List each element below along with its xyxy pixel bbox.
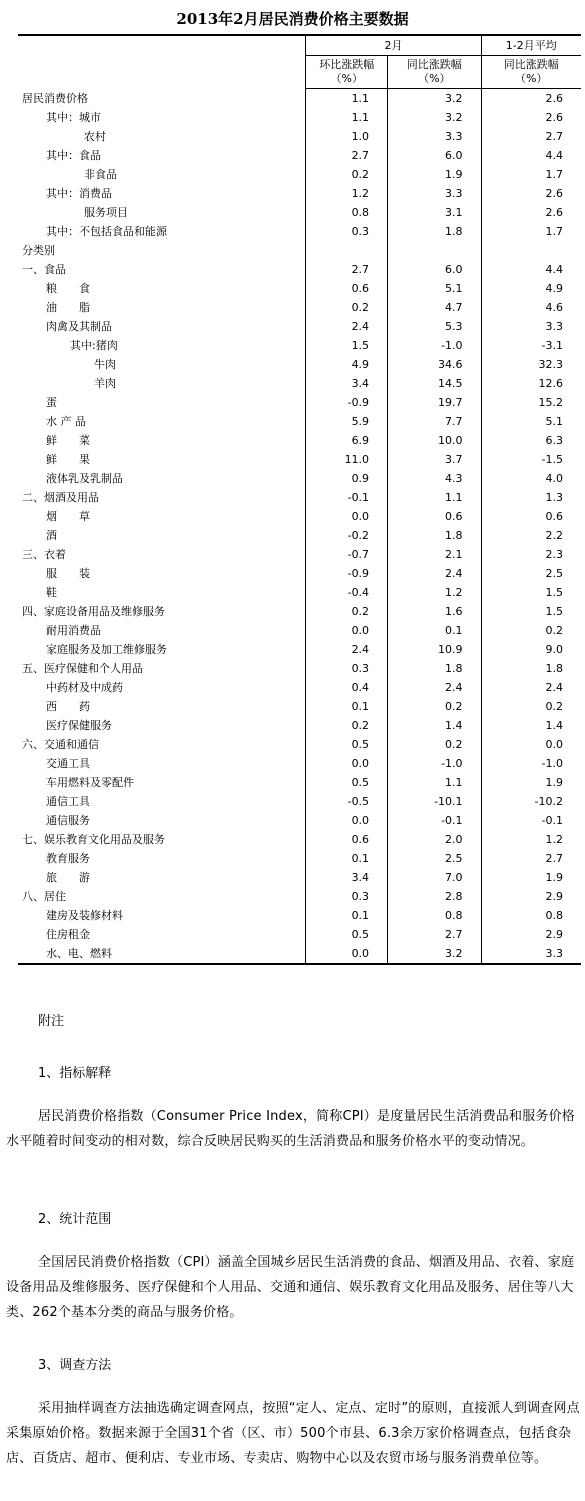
table-row (18, 336, 581, 355)
row-label: 服务项目 (84, 206, 128, 219)
cell-yoy: 2.4 (388, 564, 481, 583)
table-row (18, 868, 581, 887)
table-row (18, 849, 581, 868)
cell-mom: 0.8 (306, 203, 388, 222)
cell-mom: -0.9 (306, 393, 388, 412)
cell-avg: 4.6 (481, 298, 581, 317)
cell-avg: 3.3 (481, 944, 581, 964)
section-body-definition: 居民消费价格指数（Consumer Price Index，简称CPI）是度量居民生活消费品和服务价格水平随着时间变动的相对数，综合反映居民购买的生活消费品和服务价格水平的变动情况。 (6, 1109, 576, 1149)
table-row (18, 792, 581, 811)
cell-mom: 0.2 (306, 716, 388, 735)
cell-mom: 2.4 (306, 317, 388, 336)
table-row (18, 697, 581, 716)
cell-avg: -1.5 (481, 450, 581, 469)
cell-yoy: 1.8 (388, 659, 481, 678)
table-row (18, 165, 581, 184)
cell-avg: 1.2 (481, 830, 581, 849)
group-header-avg: 1-2月平均 (481, 35, 581, 56)
cell-yoy: 7.7 (388, 412, 481, 431)
row-label: 水、电、燃料 (18, 944, 306, 964)
cell-avg: 1.9 (481, 868, 581, 887)
cell-mom: 0.0 (306, 944, 388, 964)
cell-avg (481, 241, 581, 260)
cell-yoy: -10.1 (388, 792, 481, 811)
cell-mom: 1.5 (306, 336, 388, 355)
cell-yoy: 3.1 (388, 203, 481, 222)
cell-yoy: 14.5 (388, 374, 481, 393)
column-header-yoy-label: 同比涨跌幅 (406, 58, 462, 71)
cell-mom: -0.7 (306, 545, 388, 564)
table-row (18, 355, 581, 374)
table-row (18, 564, 581, 583)
cell-yoy: 10.9 (388, 640, 481, 659)
row-label: 鲜 果 (46, 453, 90, 466)
cell-yoy: 4.3 (388, 469, 481, 488)
section-title-scope: 2、统计范围 (38, 1212, 112, 1227)
row-label: 服 装 (46, 567, 90, 580)
cell-yoy: -1.0 (388, 754, 481, 773)
column-header-mom (306, 56, 388, 89)
cell-mom: 0.9 (306, 469, 388, 488)
column-header-mom-unit: （%） (330, 72, 363, 85)
cell-yoy: 4.7 (388, 298, 481, 317)
cell-mom: 0.5 (306, 773, 388, 792)
cell-avg: 15.2 (481, 393, 581, 412)
cell-yoy: 0.8 (388, 906, 481, 925)
category-header-cell (18, 35, 306, 89)
cell-yoy: 0.2 (388, 735, 481, 754)
cell-avg: 6.3 (481, 431, 581, 450)
cell-mom: 0.2 (306, 165, 388, 184)
row-label: 交通工具 (46, 757, 90, 770)
row-label: 住房租金 (46, 928, 90, 941)
table-row (18, 127, 581, 146)
row-label: 其中:猪肉 (70, 339, 118, 352)
cell-avg: 0.2 (481, 621, 581, 640)
cell-mom: 2.7 (306, 260, 388, 279)
cell-avg: 1.9 (481, 773, 581, 792)
cell-avg: 2.9 (481, 887, 581, 906)
cell-avg: 9.0 (481, 640, 581, 659)
table-row (18, 754, 581, 773)
section-body-scope: 全国居民消费价格指数（CPI）涵盖全国城乡居民生活消费的食品、烟酒及用品、衣着、家庭设备用品及维修服务、医疗保健和个人用品、交通和通信、娱乐教育文化用品及服务、居住等八大类、262个基本分类的商品与服务价格。 (6, 1255, 575, 1320)
cell-mom: 0.1 (306, 697, 388, 716)
table-row (18, 89, 581, 109)
cell-avg: 4.4 (481, 146, 581, 165)
row-label: 西 药 (46, 700, 90, 713)
row-label: 六、交通和通信 (22, 738, 99, 751)
table-row (18, 621, 581, 640)
cell-mom: 1.2 (306, 184, 388, 203)
cell-avg: 2.7 (481, 849, 581, 868)
cell-mom: -0.9 (306, 564, 388, 583)
row-label: 车用燃料及零配件 (46, 776, 134, 789)
cell-avg: 2.7 (481, 127, 581, 146)
cell-mom: 0.2 (306, 602, 388, 621)
cell-yoy: 3.7 (388, 450, 481, 469)
table-row (18, 222, 581, 241)
cell-mom: 0.0 (306, 811, 388, 830)
row-label: 分类别 (22, 244, 55, 257)
cell-yoy: 2.4 (388, 678, 481, 697)
row-label: 水 产 品 (46, 415, 86, 428)
group-header-feb: 2月 (306, 35, 481, 56)
notes-heading: 附注 (38, 1014, 65, 1029)
row-label: 牛肉 (94, 358, 116, 371)
row-label: 旅 游 (46, 871, 90, 884)
cell-mom: -0.4 (306, 583, 388, 602)
row-label: 肉禽及其制品 (46, 320, 112, 333)
cell-yoy: 5.3 (388, 317, 481, 336)
cell-mom: 0.3 (306, 659, 388, 678)
table-row (18, 317, 581, 336)
cell-yoy: 3.2 (388, 89, 481, 109)
table-row (18, 906, 581, 925)
cell-mom: -0.5 (306, 792, 388, 811)
cell-avg: -10.2 (481, 792, 581, 811)
cell-yoy: 1.1 (388, 488, 481, 507)
cell-mom: 3.4 (306, 868, 388, 887)
cell-mom: 0.1 (306, 849, 388, 868)
cell-avg: 0.8 (481, 906, 581, 925)
cell-mom: 0.0 (306, 621, 388, 640)
table-row (18, 108, 581, 127)
table-row (18, 640, 581, 659)
cell-yoy: 6.0 (388, 260, 481, 279)
cell-mom: 4.9 (306, 355, 388, 374)
cell-yoy: 1.9 (388, 165, 481, 184)
cell-avg: 1.5 (481, 602, 581, 621)
row-label: 建房及装修材料 (46, 909, 123, 922)
cell-mom: 0.3 (306, 887, 388, 906)
table-row (18, 735, 581, 754)
row-label: 家庭服务及加工维修服务 (46, 643, 167, 656)
cell-yoy: 7.0 (388, 868, 481, 887)
section-title-method: 3、调查方法 (38, 1358, 112, 1373)
table-row (18, 887, 581, 906)
cell-yoy: 19.7 (388, 393, 481, 412)
cell-mom: 5.9 (306, 412, 388, 431)
row-label: 油 脂 (46, 301, 90, 314)
cell-mom: 3.4 (306, 374, 388, 393)
row-label: 其中：城市 (46, 111, 101, 124)
table-row (18, 583, 581, 602)
row-label: 酒 (46, 529, 57, 542)
cell-mom: 2.4 (306, 640, 388, 659)
cell-yoy: 1.6 (388, 602, 481, 621)
table-title: 2013年2月居民消费价格主要数据 (176, 10, 409, 28)
cell-avg: 1.4 (481, 716, 581, 735)
cell-yoy: 3.2 (388, 108, 481, 127)
row-label: 通信工具 (46, 795, 90, 808)
table-row (18, 184, 581, 203)
row-label: 粮 食 (46, 282, 90, 295)
table-body (18, 89, 581, 965)
cell-avg: 0.2 (481, 697, 581, 716)
cell-yoy: 2.0 (388, 830, 481, 849)
cell-avg: -0.1 (481, 811, 581, 830)
column-header-avg-yoy (481, 56, 581, 89)
cell-avg: 4.0 (481, 469, 581, 488)
cell-mom: 0.5 (306, 925, 388, 944)
table-row (18, 773, 581, 792)
table-row (18, 431, 581, 450)
cell-avg: 2.5 (481, 564, 581, 583)
cell-mom: 2.7 (306, 146, 388, 165)
cell-mom: 0.5 (306, 735, 388, 754)
row-label: 农村 (84, 130, 106, 143)
row-label: 蛋 (46, 396, 57, 409)
table-row (18, 374, 581, 393)
cell-avg: 12.6 (481, 374, 581, 393)
table-row (18, 830, 581, 849)
cell-avg: 2.2 (481, 526, 581, 545)
row-label: 通信服务 (46, 814, 90, 827)
cell-yoy: 0.1 (388, 621, 481, 640)
cpi-data-table (18, 34, 581, 965)
table-row (18, 659, 581, 678)
cell-mom: 1.1 (306, 89, 388, 109)
cell-mom: 11.0 (306, 450, 388, 469)
section-title-definition: 1、指标解释 (38, 1066, 112, 1081)
column-header-avg-unit: （%） (515, 72, 548, 85)
table-row (18, 507, 581, 526)
row-label: 五、医疗保健和个人用品 (22, 662, 143, 675)
cell-mom: -0.1 (306, 488, 388, 507)
cell-mom: 0.0 (306, 507, 388, 526)
table-row (18, 298, 581, 317)
cell-avg: 2.9 (481, 925, 581, 944)
cell-mom: 0.4 (306, 678, 388, 697)
cell-mom: 0.3 (306, 222, 388, 241)
cell-avg: 1.7 (481, 165, 581, 184)
table-row (18, 526, 581, 545)
cell-yoy: 1.8 (388, 526, 481, 545)
table-row (18, 545, 581, 564)
cell-avg: 1.5 (481, 583, 581, 602)
cell-yoy: 1.2 (388, 583, 481, 602)
table-row (18, 678, 581, 697)
cell-yoy: 3.3 (388, 184, 481, 203)
table-row (18, 241, 581, 260)
cell-yoy: 1.8 (388, 222, 481, 241)
table-row (18, 488, 581, 507)
cell-avg: 1.8 (481, 659, 581, 678)
cell-yoy: 1.1 (388, 773, 481, 792)
cell-yoy: 2.1 (388, 545, 481, 564)
cell-mom: -0.2 (306, 526, 388, 545)
row-label: 非食品 (84, 168, 117, 181)
cell-yoy: 5.1 (388, 279, 481, 298)
table-row (18, 469, 581, 488)
table-row (18, 260, 581, 279)
cell-mom: 0.0 (306, 754, 388, 773)
cell-mom: 0.6 (306, 279, 388, 298)
row-label: 一、食品 (22, 263, 66, 276)
row-label: 三、衣着 (22, 548, 66, 561)
cell-avg: 4.9 (481, 279, 581, 298)
row-label: 鲜 菜 (46, 434, 90, 447)
table-row (18, 716, 581, 735)
cell-yoy: -1.0 (388, 336, 481, 355)
column-header-avg-label: 同比涨跌幅 (503, 58, 559, 71)
column-header-yoy (388, 56, 481, 89)
cell-avg: 1.3 (481, 488, 581, 507)
cell-mom: 0.1 (306, 906, 388, 925)
cell-yoy: -0.1 (388, 811, 481, 830)
cell-yoy: 3.2 (388, 944, 481, 964)
cell-avg: 2.3 (481, 545, 581, 564)
row-label: 教育服务 (46, 852, 90, 865)
row-label: 七、娱乐教育文化用品及服务 (22, 833, 165, 846)
row-label: 液体乳及乳制品 (46, 472, 123, 485)
cell-mom (306, 241, 388, 260)
column-header-mom-label: 环比涨跌幅 (319, 58, 375, 71)
table-row (18, 203, 581, 222)
cell-avg: 4.4 (481, 260, 581, 279)
table-row (18, 393, 581, 412)
cell-yoy (388, 241, 481, 260)
row-label: 四、家庭设备用品及维修服务 (22, 605, 165, 618)
cell-yoy: 10.0 (388, 431, 481, 450)
cell-avg: 1.7 (481, 222, 581, 241)
cell-yoy: 0.2 (388, 697, 481, 716)
cell-avg: 2.6 (481, 203, 581, 222)
row-label: 医疗保健服务 (46, 719, 112, 732)
cell-mom: 1.0 (306, 127, 388, 146)
cell-yoy: 0.6 (388, 507, 481, 526)
cell-avg: 2.6 (481, 108, 581, 127)
table-row (18, 412, 581, 431)
cell-mom: 0.6 (306, 830, 388, 849)
row-label: 八、居住 (22, 890, 66, 903)
row-label: 烟 草 (46, 510, 90, 523)
table-row (18, 146, 581, 165)
row-label: 其中：消费品 (46, 187, 112, 200)
table-row (18, 602, 581, 621)
cell-yoy: 3.3 (388, 127, 481, 146)
cell-mom: 0.2 (306, 298, 388, 317)
section-body-method: 采用抽样调查方法抽选确定调查网点，按照“定人、定点、定时”的原则，直接派人到调查网点采集原始价格。数据来源于全国31个省（区、市）500个市县、6.3余万家价格调查点，包括食杂店、百货店、超市、便利店、专业市场、专卖店、购物中心以及农贸市场与服务消费单位等。 (6, 1401, 580, 1466)
cell-avg: 32.3 (481, 355, 581, 374)
column-header-yoy-unit: （%） (418, 72, 451, 85)
row-label: 羊肉 (94, 377, 116, 390)
cell-avg: 2.6 (481, 89, 581, 109)
cell-mom: 6.9 (306, 431, 388, 450)
cell-avg: 0.0 (481, 735, 581, 754)
cell-avg: 2.4 (481, 678, 581, 697)
cell-yoy: 2.7 (388, 925, 481, 944)
cell-yoy: 34.6 (388, 355, 481, 374)
row-label: 耐用消费品 (46, 624, 101, 637)
row-label: 其中：不包括食品和能源 (46, 225, 167, 238)
cell-avg: -3.1 (481, 336, 581, 355)
cell-avg: 0.6 (481, 507, 581, 526)
cell-avg: -1.0 (481, 754, 581, 773)
table-row (18, 811, 581, 830)
table-row (18, 925, 581, 944)
cell-avg: 2.6 (481, 184, 581, 203)
table-row (18, 279, 581, 298)
cell-yoy: 6.0 (388, 146, 481, 165)
cell-mom: 1.1 (306, 108, 388, 127)
table-row (18, 944, 581, 964)
cell-avg: 5.1 (481, 412, 581, 431)
row-label: 中药材及中成药 (46, 681, 123, 694)
row-label: 鞋 (46, 586, 57, 599)
row-label: 其中：食品 (46, 149, 101, 162)
cell-yoy: 2.5 (388, 849, 481, 868)
row-label: 二、烟酒及用品 (22, 491, 99, 504)
cell-yoy: 2.8 (388, 887, 481, 906)
row-label: 居民消费价格 (22, 91, 88, 105)
table-row (18, 450, 581, 469)
cell-avg: 3.3 (481, 317, 581, 336)
cell-yoy: 1.4 (388, 716, 481, 735)
